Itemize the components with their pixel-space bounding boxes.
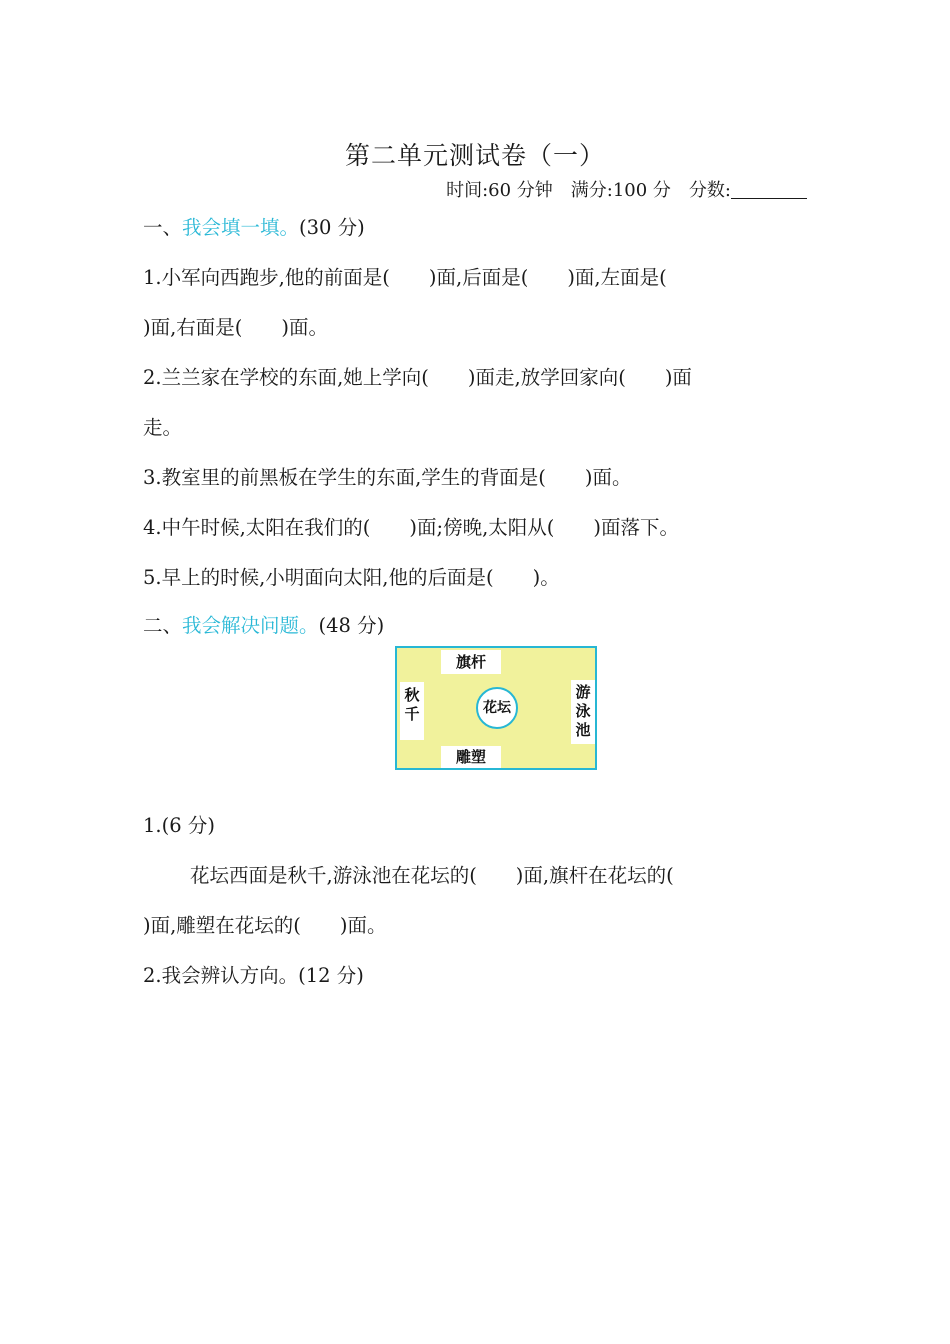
problem-1-line-2: )面,雕塑在花坛的( )面。	[143, 914, 387, 937]
section-1-points: (30 分)	[299, 216, 365, 239]
section-1-label: 我会填一填。	[182, 216, 300, 239]
question-1-line-2: )面,右面是( )面。	[143, 316, 329, 339]
question-5: 5.早上的时候,小明面向太阳,他的后面是( )。	[143, 566, 560, 589]
pool-label	[571, 680, 595, 744]
score-blank	[731, 180, 807, 199]
question-2-line-2: 走。	[143, 416, 183, 439]
sculpture-label: 雕塑	[441, 746, 501, 768]
problem-2-heading: 2.我会辨认方向。(12 分)	[143, 964, 364, 987]
pool-char-1: 游	[575, 683, 591, 701]
section-2-points: (48 分)	[318, 614, 385, 637]
problem-1-heading: 1.(6 分)	[143, 814, 215, 837]
section-1-num: 一、	[143, 216, 183, 239]
pool-char-3: 池	[575, 721, 591, 739]
pool-char-2: 泳	[575, 702, 591, 720]
problem-1-line-1: 花坛西面是秋千,游泳池在花坛的( )面,旗杆在花坛的(	[190, 864, 674, 887]
section-2-num: 二、	[143, 614, 183, 637]
section-1-heading	[143, 212, 365, 240]
flowerbed-label: 花坛	[476, 687, 518, 729]
page-title: 第二单元测试卷（一）	[344, 141, 605, 170]
question-3: 3.教室里的前黑板在学生的东面,学生的背面是( )面。	[143, 466, 632, 489]
section-2-label: 我会解决问题。	[182, 614, 319, 637]
question-2-line-1: 2.兰兰家在学校的东面,她上学向( )面走,放学回家向( )面	[143, 366, 692, 389]
meta-text: 时间:60 分钟 满分:100 分 分数:	[446, 180, 731, 201]
exam-meta	[446, 176, 807, 202]
flagpole-label: 旗杆	[441, 650, 501, 674]
park-map-diagram	[395, 646, 597, 770]
question-1-line-1: 1.小军向西跑步,他的前面是( )面,后面是( )面,左面是(	[143, 266, 667, 289]
section-2-heading	[143, 610, 384, 638]
question-4: 4.中午时候,太阳在我们的( )面;傍晚,太阳从( )面落下。	[143, 516, 680, 539]
swing-char-1: 秋	[404, 686, 420, 704]
swing-label	[400, 682, 424, 740]
swing-char-2: 千	[404, 705, 420, 723]
